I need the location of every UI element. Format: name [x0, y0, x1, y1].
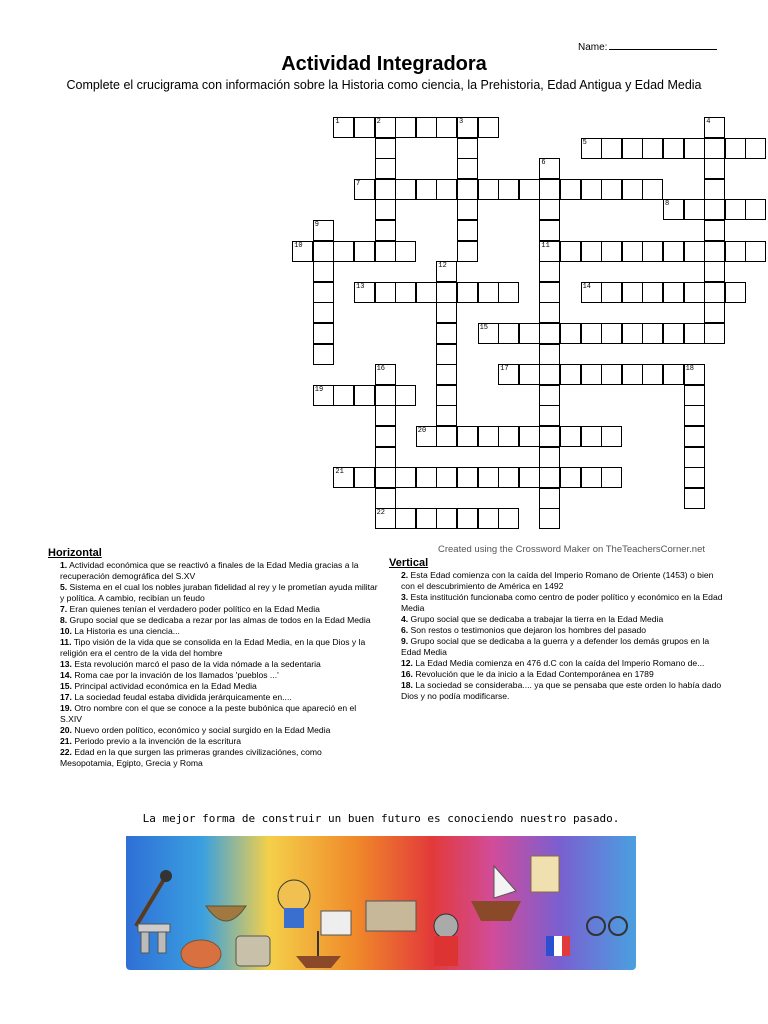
crossword-cell[interactable]	[436, 405, 457, 426]
crossword-cell[interactable]	[684, 467, 705, 488]
crossword-cell[interactable]	[601, 364, 622, 385]
crossword-cell[interactable]	[354, 385, 375, 406]
cell-number: 16	[376, 365, 385, 374]
flag-icon	[546, 936, 570, 956]
crossword-cell[interactable]	[375, 364, 396, 385]
crossword-cell[interactable]	[436, 282, 457, 303]
crossword-cell[interactable]	[395, 508, 416, 529]
crossword-cell[interactable]	[354, 117, 375, 138]
crossword-cell[interactable]	[663, 199, 684, 220]
crossword-cell[interactable]	[581, 138, 602, 159]
clue-text: Grupo social que se dedicaba a trabajar la tierra en la Edad Media	[408, 614, 664, 624]
clue-text: Esta revolución marcó el paso de la vida nómade a la sedentaria	[71, 659, 321, 669]
crossword-cell[interactable]	[725, 199, 746, 220]
stonehenge-icon	[138, 924, 170, 953]
clue-number: 6.	[401, 625, 409, 635]
crossword-cell[interactable]	[684, 199, 705, 220]
crossword-cell[interactable]	[416, 179, 437, 200]
clue-item	[389, 636, 724, 658]
clue-text: Actividad económica que se reactivó a finales de la Edad Media gracias a la recuperación demográfica del S.XV	[60, 560, 359, 581]
crossword-cell[interactable]	[581, 179, 602, 200]
crossword-cell[interactable]	[457, 138, 478, 159]
cell-number: 3	[459, 118, 464, 126]
crossword-cell[interactable]	[601, 323, 622, 344]
crossword-cell[interactable]	[436, 323, 457, 344]
crossword-cell[interactable]	[457, 179, 478, 200]
crossword-cell[interactable]	[560, 426, 581, 447]
horizontal-heading: Horizontal	[48, 547, 102, 559]
crossword-cell[interactable]	[498, 364, 519, 385]
clue-text: La sociedad se consideraba.... ya que se pensaba que este orden lo había dado Dios y no podía modificarse.	[401, 680, 722, 701]
crossword-cell[interactable]	[457, 199, 478, 220]
crossword-cell[interactable]	[704, 323, 725, 344]
clue-item	[389, 658, 724, 669]
ship-icon	[471, 866, 521, 921]
crossword-cell[interactable]	[395, 385, 416, 406]
crossword-cell[interactable]	[642, 282, 663, 303]
crossword-cell[interactable]	[436, 344, 457, 365]
clue-text: La Historia es una ciencia...	[71, 626, 180, 636]
crossword-cell[interactable]	[560, 241, 581, 262]
crossword-cell[interactable]	[436, 426, 457, 447]
crossword-cell[interactable]	[684, 364, 705, 385]
crossword-cell[interactable]	[519, 323, 540, 344]
pharaoh-icon	[278, 880, 310, 928]
crossword-cell[interactable]	[313, 261, 334, 282]
clue-text: Grupo social que se dedicaba a la guerra y a defender los demás grupos en la Edad Media	[401, 636, 710, 657]
crossword-cell[interactable]	[560, 364, 581, 385]
crossword-cell[interactable]	[416, 467, 437, 488]
crossword-cell[interactable]	[498, 179, 519, 200]
crossword-cell[interactable]	[539, 488, 560, 509]
crossword-cell[interactable]	[581, 282, 602, 303]
crossword-cell[interactable]	[416, 117, 437, 138]
crossword-cell[interactable]	[395, 241, 416, 262]
crossword-cell[interactable]	[539, 302, 560, 323]
crossword-cell[interactable]	[622, 241, 643, 262]
crossword-cell[interactable]	[704, 138, 725, 159]
clue-item	[48, 703, 378, 725]
crossword-cell[interactable]	[375, 158, 396, 179]
crossword-cell[interactable]	[313, 385, 334, 406]
clue-item	[48, 582, 378, 604]
clue-number: 15.	[60, 681, 72, 691]
crossword-cell[interactable]	[601, 138, 622, 159]
clue-number: 1.	[60, 560, 68, 570]
clue-number: 21.	[60, 736, 72, 746]
clue-item	[389, 570, 724, 592]
crossword-cell[interactable]	[581, 364, 602, 385]
crossword-cell[interactable]	[354, 282, 375, 303]
crossword-cell[interactable]	[313, 344, 334, 365]
crossword-cell[interactable]	[539, 467, 560, 488]
crossword-cell[interactable]	[375, 447, 396, 468]
clue-item	[389, 680, 724, 702]
crossword-cell[interactable]	[395, 179, 416, 200]
crossword-cell[interactable]	[313, 220, 334, 241]
clue-number: 13.	[60, 659, 72, 669]
crossword-cell[interactable]	[375, 179, 396, 200]
cave-painting-icon	[181, 940, 221, 968]
crossword-cell[interactable]	[601, 282, 622, 303]
crossword-cell[interactable]	[375, 488, 396, 509]
crossword-cell[interactable]	[622, 179, 643, 200]
crossword-cell[interactable]	[539, 364, 560, 385]
crossword-cell[interactable]	[745, 138, 766, 159]
crossword-cell[interactable]	[375, 220, 396, 241]
vitruvian-icon	[531, 856, 559, 892]
cell-number: 1	[335, 118, 340, 126]
crossword-cell[interactable]	[436, 364, 457, 385]
cell-number: 14	[582, 282, 591, 291]
cell-number: 5	[582, 138, 587, 147]
banner-text: La mejor forma de construir un buen futuro es conociendo nuestro pasado.	[142, 812, 620, 825]
page-subtitle: Complete el crucigrama con información sobre la Historia como ciencia, la Prehistoria, Edad Antigua y Edad Media	[66, 78, 702, 92]
clue-text: Eran quienes tenían el verdadero poder político en la Edad Media	[67, 604, 320, 614]
clue-item	[48, 626, 378, 637]
cell-number: 13	[356, 282, 365, 291]
crossword-cell[interactable]	[663, 241, 684, 262]
crossword-cell[interactable]	[581, 426, 602, 447]
crossword-cell[interactable]	[519, 467, 540, 488]
crossword-cell[interactable]	[333, 241, 354, 262]
clue-number: 4.	[401, 614, 409, 624]
clue-text: Grupo social que se dedicaba a rezar por las almas de todos en la Edad Media	[67, 615, 371, 625]
crossword-cell[interactable]	[292, 241, 313, 262]
crossword-cell[interactable]	[478, 282, 499, 303]
clue-text: Esta Edad comienza con la caída del Imperio Romano de Oriente (1453) o bien con el descubrimiento de América en 1492	[401, 570, 714, 591]
crossword-cell[interactable]	[498, 467, 519, 488]
vertical-clues	[389, 558, 724, 702]
crossword-cell[interactable]	[725, 138, 746, 159]
crossword-cell[interactable]	[684, 138, 705, 159]
column-icon	[321, 911, 351, 935]
vertical-heading: Vertical	[389, 557, 429, 569]
crossword-cell[interactable]	[457, 220, 478, 241]
crossword-cell[interactable]	[622, 364, 643, 385]
crossword-cell[interactable]	[354, 241, 375, 262]
crossword-cell[interactable]	[519, 179, 540, 200]
crossword-cell[interactable]	[539, 179, 560, 200]
crossword-cell[interactable]	[333, 385, 354, 406]
cell-number: 9	[314, 221, 319, 229]
crossword-cell[interactable]	[539, 158, 560, 179]
cell-number: 12	[438, 262, 447, 271]
cell-number: 6	[541, 159, 546, 168]
crossword-cell[interactable]	[663, 138, 684, 159]
clue-item	[48, 747, 378, 769]
crossword-cell[interactable]	[313, 302, 334, 323]
crossword-cell[interactable]	[313, 323, 334, 344]
clue-text: Principal actividad económica en la Edad Media	[71, 681, 257, 691]
crossword-cell[interactable]	[704, 241, 725, 262]
crossword-cell[interactable]	[539, 241, 560, 262]
clue-number: 22.	[60, 747, 72, 757]
crossword-cell[interactable]	[416, 426, 437, 447]
crossword-cell[interactable]	[375, 199, 396, 220]
cell-number: 7	[356, 179, 361, 188]
crossword-cell[interactable]	[478, 426, 499, 447]
crossword-cell[interactable]	[498, 323, 519, 344]
crossword-cell[interactable]	[704, 179, 725, 200]
clue-number: 5.	[60, 582, 68, 592]
crossword-cell[interactable]	[663, 282, 684, 303]
crossword-cell[interactable]	[395, 467, 416, 488]
clue-text: Son restos o testimonios que dejaron los hombres del pasado	[408, 625, 647, 635]
crossword-cell[interactable]	[539, 385, 560, 406]
crossword-cell[interactable]	[375, 241, 396, 262]
crossword-cell[interactable]	[539, 199, 560, 220]
spear-icon	[136, 870, 172, 926]
clue-number: 3.	[401, 592, 409, 602]
cell-number: 20	[417, 427, 427, 435]
cell-number: 18	[685, 365, 694, 374]
crossword-cell[interactable]	[539, 344, 560, 365]
crossword-cell[interactable]	[622, 323, 643, 344]
clue-item	[48, 560, 378, 582]
cell-number: 2	[376, 118, 381, 126]
crossword-cell[interactable]	[581, 467, 602, 488]
crossword-cell[interactable]	[704, 261, 725, 282]
clue-text: Roma cae por la invación de los llamados 'pueblos ...'	[71, 670, 279, 680]
crossword-cell[interactable]	[375, 405, 396, 426]
crossword-cell[interactable]	[333, 117, 354, 138]
crossword-cell[interactable]	[375, 117, 396, 138]
crossword-cell[interactable]	[375, 282, 396, 303]
clue-item	[48, 615, 378, 626]
crossword-cell[interactable]	[478, 508, 499, 529]
crossword-cell[interactable]	[684, 426, 705, 447]
crossword-cell[interactable]	[684, 447, 705, 468]
cell-number: 17	[500, 365, 509, 374]
crossword-cell[interactable]	[601, 426, 622, 447]
clue-item	[48, 670, 378, 681]
crossword-cell[interactable]	[601, 241, 622, 262]
crossword-cell[interactable]	[539, 220, 560, 241]
crossword-cell[interactable]	[539, 447, 560, 468]
crossword-cell[interactable]	[498, 508, 519, 529]
crossword-cell[interactable]	[642, 138, 663, 159]
crossword-cell[interactable]	[395, 282, 416, 303]
crossword-cell[interactable]	[581, 323, 602, 344]
clue-text: La sociedad feudal estaba dividida jerárquicamente en....	[71, 692, 292, 702]
crossword-cell[interactable]	[375, 138, 396, 159]
crossword-cell[interactable]	[457, 508, 478, 529]
crossword-cell[interactable]	[704, 220, 725, 241]
cell-number: 4	[706, 118, 711, 126]
clue-number: 12.	[401, 658, 413, 668]
clue-item	[389, 614, 724, 625]
clue-number: 8.	[60, 615, 68, 625]
crossword-cell[interactable]	[436, 179, 457, 200]
knight-icon	[434, 914, 458, 966]
clue-number: 10.	[60, 626, 72, 636]
clue-number: 20.	[60, 725, 72, 735]
bowl-icon	[206, 906, 246, 921]
clue-item	[48, 725, 378, 736]
clue-text: La Edad Media comienza en 476 d.C con la caída del Imperio Romano de...	[412, 658, 705, 668]
clue-number: 17.	[60, 692, 72, 702]
crossword-cell[interactable]	[539, 426, 560, 447]
crossword-cell[interactable]	[704, 199, 725, 220]
clue-number: 7.	[60, 604, 68, 614]
crossword-cell[interactable]	[663, 364, 684, 385]
history-banner	[126, 806, 636, 970]
crossword-cell[interactable]	[457, 117, 478, 138]
crossword-cell[interactable]	[704, 158, 725, 179]
clue-item	[389, 625, 724, 636]
crossword-cell[interactable]	[333, 467, 354, 488]
crossword-cell[interactable]	[704, 117, 725, 138]
clue-number: 19.	[60, 703, 72, 713]
crossword-cell[interactable]	[436, 385, 457, 406]
crossword-cell[interactable]	[313, 241, 334, 262]
clue-text: Otro nombre con el que se conoce a la peste bubónica que apareció en el S.XIV	[60, 703, 357, 724]
crossword-cell[interactable]	[704, 282, 725, 303]
crossword-cell[interactable]	[395, 117, 416, 138]
crossword-cell[interactable]	[581, 241, 602, 262]
crossword-cell[interactable]	[622, 282, 643, 303]
clue-item	[48, 681, 378, 692]
crossword-cell[interactable]	[375, 467, 396, 488]
crossword-cell[interactable]	[684, 323, 705, 344]
tablet-icon	[236, 936, 270, 966]
crossword-cell[interactable]	[478, 179, 499, 200]
ship-icon	[296, 931, 341, 968]
crossword-cell[interactable]	[436, 302, 457, 323]
crossword-cell[interactable]	[560, 179, 581, 200]
crossword-cell[interactable]	[478, 467, 499, 488]
crossword-cell[interactable]	[560, 323, 581, 344]
clue-number: 11.	[60, 637, 72, 647]
crossword-cell[interactable]	[354, 467, 375, 488]
clue-number: 9.	[401, 636, 409, 646]
crossword-cell[interactable]	[684, 282, 705, 303]
clue-text: Nuevo orden político, económico y social surgido en la Edad Media	[71, 725, 331, 735]
crossword-cell[interactable]	[663, 323, 684, 344]
crossword-cell[interactable]	[745, 241, 766, 262]
crossword-cell[interactable]	[375, 508, 396, 529]
cell-number: 22	[376, 509, 385, 518]
crossword-cell[interactable]	[313, 282, 334, 303]
crossword-cell[interactable]	[354, 179, 375, 200]
clue-number: 14.	[60, 670, 72, 680]
crossword-cell[interactable]	[375, 426, 396, 447]
crossword-cell[interactable]	[622, 138, 643, 159]
crossword-cell[interactable]	[519, 426, 540, 447]
crossword-cell[interactable]	[745, 199, 766, 220]
crossword-cell[interactable]	[457, 282, 478, 303]
crossword-cell[interactable]	[642, 364, 663, 385]
crossword-cell[interactable]	[704, 302, 725, 323]
clue-text: Periodo previo a la invención de la escritura	[71, 736, 242, 746]
crossword-cell[interactable]	[601, 467, 622, 488]
crossword-cell[interactable]	[725, 241, 746, 262]
horizontal-clues	[48, 548, 378, 769]
clue-text: Edad en la que surgen las primeras grandes civilizaciónes, como Mesopotamia, Egipto, Grecia y Roma	[60, 747, 322, 768]
crossword-cell[interactable]	[539, 261, 560, 282]
bicycle-icon	[587, 917, 627, 935]
crossword-cell[interactable]	[642, 179, 663, 200]
crossword-cell[interactable]	[725, 282, 746, 303]
clue-item	[48, 659, 378, 670]
colosseum-icon	[366, 901, 416, 931]
crossword-cell[interactable]	[416, 282, 437, 303]
clue-text: Revolución que le da inicio a la Edad Contemporánea en 1789	[412, 669, 654, 679]
clue-item	[389, 669, 724, 680]
crossword-cell[interactable]	[539, 405, 560, 426]
clue-text: Esta institución funcionaba como centro de poder político y económico en la Edad Media	[401, 592, 723, 613]
cell-number: 19	[314, 385, 324, 394]
crossword-cell[interactable]	[519, 364, 540, 385]
crossword-cell[interactable]	[436, 467, 457, 488]
clue-item	[48, 692, 378, 703]
crossword-cell[interactable]	[684, 385, 705, 406]
cell-number: 11	[541, 241, 550, 250]
clue-number: 16.	[401, 669, 413, 679]
crossword-cell[interactable]	[560, 467, 581, 488]
crossword-cell[interactable]	[457, 158, 478, 179]
crossword-cell[interactable]	[375, 385, 396, 406]
crossword-cell[interactable]	[684, 241, 705, 262]
clue-number: 2.	[401, 570, 409, 580]
crossword-cell[interactable]	[436, 261, 457, 282]
clue-number: 18.	[401, 680, 413, 690]
crossword-cell[interactable]	[498, 282, 519, 303]
page-title: Actividad Integradora	[281, 53, 487, 75]
crossword-cell[interactable]	[539, 323, 560, 344]
name-label: Name:	[578, 42, 608, 53]
clue-item	[48, 604, 378, 615]
clue-item	[48, 736, 378, 747]
crossword-cell[interactable]	[478, 117, 499, 138]
clue-text: Sistema en el cual los nobles juraban fidelidad al rey y le prometían ayuda militar y política. A cambio, recibían un feudo	[60, 582, 378, 603]
cell-number: 21	[335, 468, 344, 477]
cell-number: 8	[665, 200, 670, 209]
crossword-cell[interactable]	[478, 323, 499, 344]
cell-number: 10	[294, 241, 303, 250]
crossword-cell[interactable]	[457, 426, 478, 447]
crossword-cell[interactable]	[539, 282, 560, 303]
clue-item	[48, 637, 378, 659]
crossword-cell[interactable]	[684, 405, 705, 426]
crossword-cell[interactable]	[642, 241, 663, 262]
cell-number: 15	[479, 324, 488, 332]
timeline-illustrations	[126, 836, 636, 970]
clue-item	[389, 592, 724, 614]
crossword-cell[interactable]	[436, 508, 457, 529]
crossword-cell[interactable]	[539, 508, 560, 529]
crossword-cell[interactable]	[684, 488, 705, 509]
crossword-cell[interactable]	[416, 508, 437, 529]
credit-line: Created using the Crossword Maker on TheTeachersCorner.net	[438, 544, 706, 555]
clue-text: Tipo visión de la vida que se consolida en la Edad Media, en la que Dios y la religión era el centro de la vida del hombre	[60, 637, 366, 658]
crossword-cell[interactable]	[601, 179, 622, 200]
crossword-cell[interactable]	[498, 426, 519, 447]
crossword-cell[interactable]	[642, 323, 663, 344]
crossword-cell[interactable]	[457, 467, 478, 488]
crossword-cell[interactable]	[436, 117, 457, 138]
crossword-cell[interactable]	[457, 241, 478, 262]
